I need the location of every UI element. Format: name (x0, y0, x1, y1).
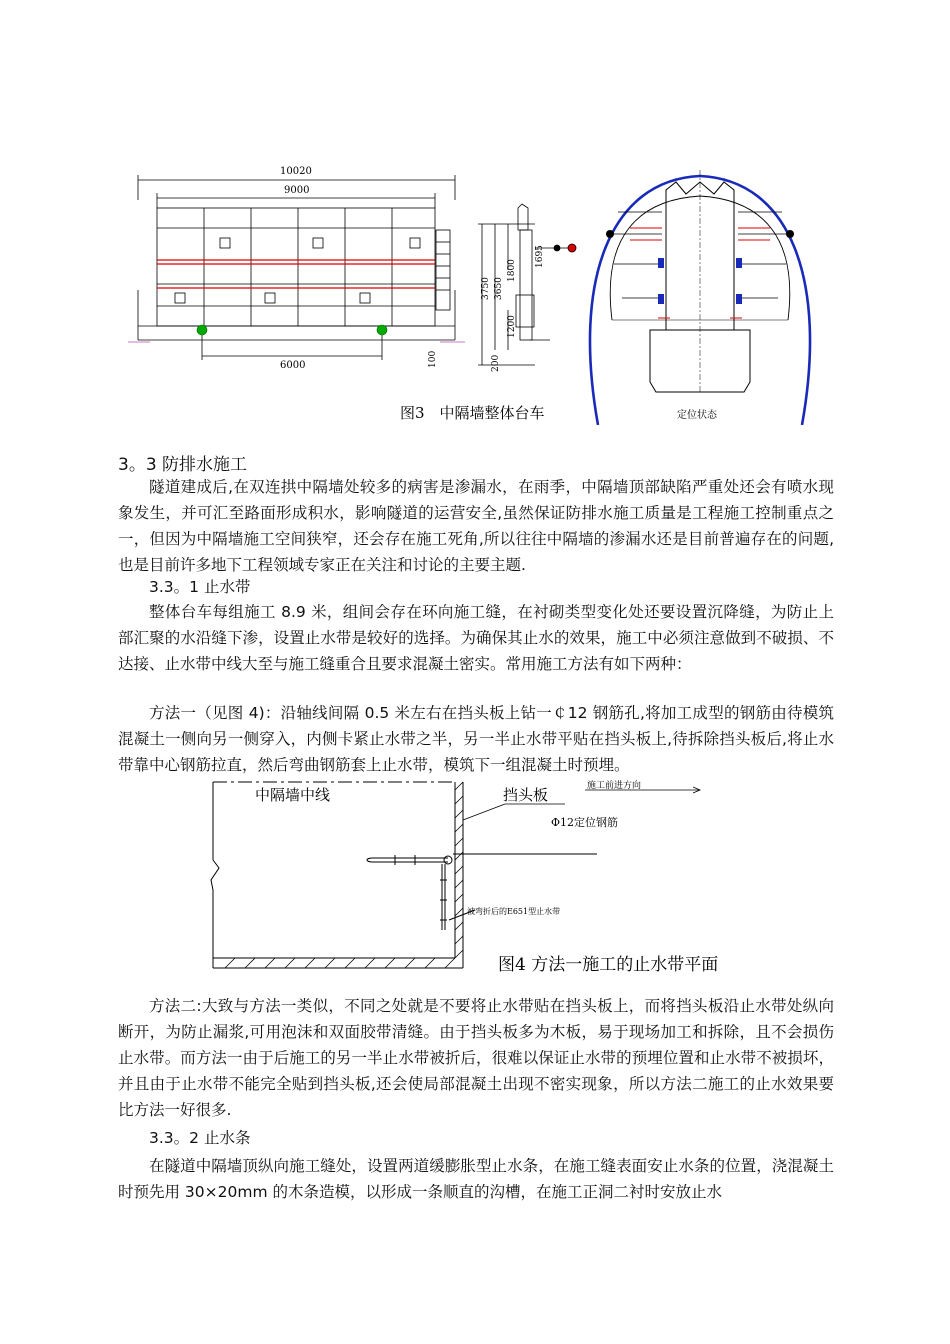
wheels (197, 325, 387, 335)
method-2-para: 方法二:大致与方法一类似，不同之处就是不要将止水带贴在挡头板上，而将挡头板沿止水带处纵向断开，为防止漏浆,可用泡沫和双面胶带清缝。由于挡头板多为木板，易于现场加工和拆除，且不会损伤止水带。而方法一由于后施工的另一半止水带被折后，很难以保证止水带的预埋位置和止水带不被损坏，并且由于止水带不能完全贴到挡头板,还会使局部混凝土出现不密实现象，所以方法二施工的止水效果要比方法一好很多. (118, 997, 834, 1119)
figure-3-drawing (110, 160, 840, 425)
subsection-heading-1: 3.3。1 止水带 (149, 578, 251, 596)
board-hatching (225, 782, 463, 968)
figure-4-caption: 图4 方法一施工的止水带平面 (498, 955, 719, 975)
dim-9000: 9000 (284, 185, 310, 196)
dim-3750: 3750 (481, 277, 491, 300)
section-heading: 3。3 防排水施工 (118, 455, 248, 475)
fig4-rebar-label: Φ12定位钢筋 (551, 816, 619, 829)
fig4-direction-label: 施工前进方向 (587, 781, 642, 791)
figure-4-drawing (205, 780, 805, 980)
section-intro: 隧道建成后,在双连拱中隔墙处较多的病害是渗漏水，在雨季，中隔墙顶部缺陷严重处还会有喷水现象发生，并可汇至路面形成积水，影响隧道的运营安全,虽然保证防排水施工质量是工程施工控制重点之一，但因为中隔墙施工空间狭窄，还会存在施工死角,所以往往中隔墙的渗漏水还是目前普遍存在的问题,也是目前许多地下工程领域专家正在关注和讨论的主要主题. (118, 478, 834, 574)
dim-1695: 1695 (535, 245, 545, 268)
figure-3-caption: 图3 中隔墙整体台车 (400, 404, 545, 422)
dim-1800: 1800 (507, 259, 517, 282)
waterstop-para-1: 整体台车每组施工 8.9 米，组间会存在环向施工缝，在衬砌类型变化处还要设置沉降缝，为防止上部汇聚的水沿缝下渗，设置止水带是较好的选择。为确保其止水的效果，施工中必须注意做到不破损、不达接、止水带中线大至与施工缝重合且要求混凝土密实。常用施工方法有如下两种： (118, 603, 834, 673)
rebar-and-waterstop (367, 854, 597, 930)
subsection-heading-2: 3.3。2 止水条 (149, 1129, 251, 1147)
dim-200: 200 (491, 354, 501, 372)
fig4-centerline-label: 中隔墙中线 (255, 786, 331, 804)
dim-6000: 6000 (280, 360, 306, 371)
fig4-board-label: 挡头板 (503, 786, 549, 804)
dim-100: 100 (428, 350, 438, 368)
trolley-elevation (138, 175, 455, 360)
dim-1200: 1200 (507, 315, 517, 338)
waterstop-strip-para: 在隧道中隔墙顶纵向施工缝处，设置两道缓膨胀型止水条，在施工缝表面安止水条的位置，浇混凝土时预先用 30×20mm 的木条造模，以形成一条顺直的沟槽，在施工正洞二衬时安放止水 (118, 1157, 834, 1201)
dim-3650: 3650 (494, 277, 504, 300)
figure-4-outline (211, 782, 463, 968)
dim-10020: 10020 (280, 166, 312, 177)
tunnel-cross-section (590, 170, 810, 425)
positioning-state-label: 定位状态 (677, 410, 717, 421)
fig4-band-label: 被弯折后的E651型止水带 (467, 907, 561, 916)
waterstop-para-2: 方法一（见图 4)：沿轴线间隔 0.5 米左右在挡头板上钻一￠12 钢筋孔,将加工成型的钢筋由待模筑混凝土一侧向另一侧穿入，内侧卡紧止水带之半，另一半止水带平贴在挡头板上,待拆除挡头板后,将止水带靠中心钢筋拉直，然后弯曲钢筋套上止水带，模筑下一组混凝土时预埋。 (118, 704, 834, 774)
